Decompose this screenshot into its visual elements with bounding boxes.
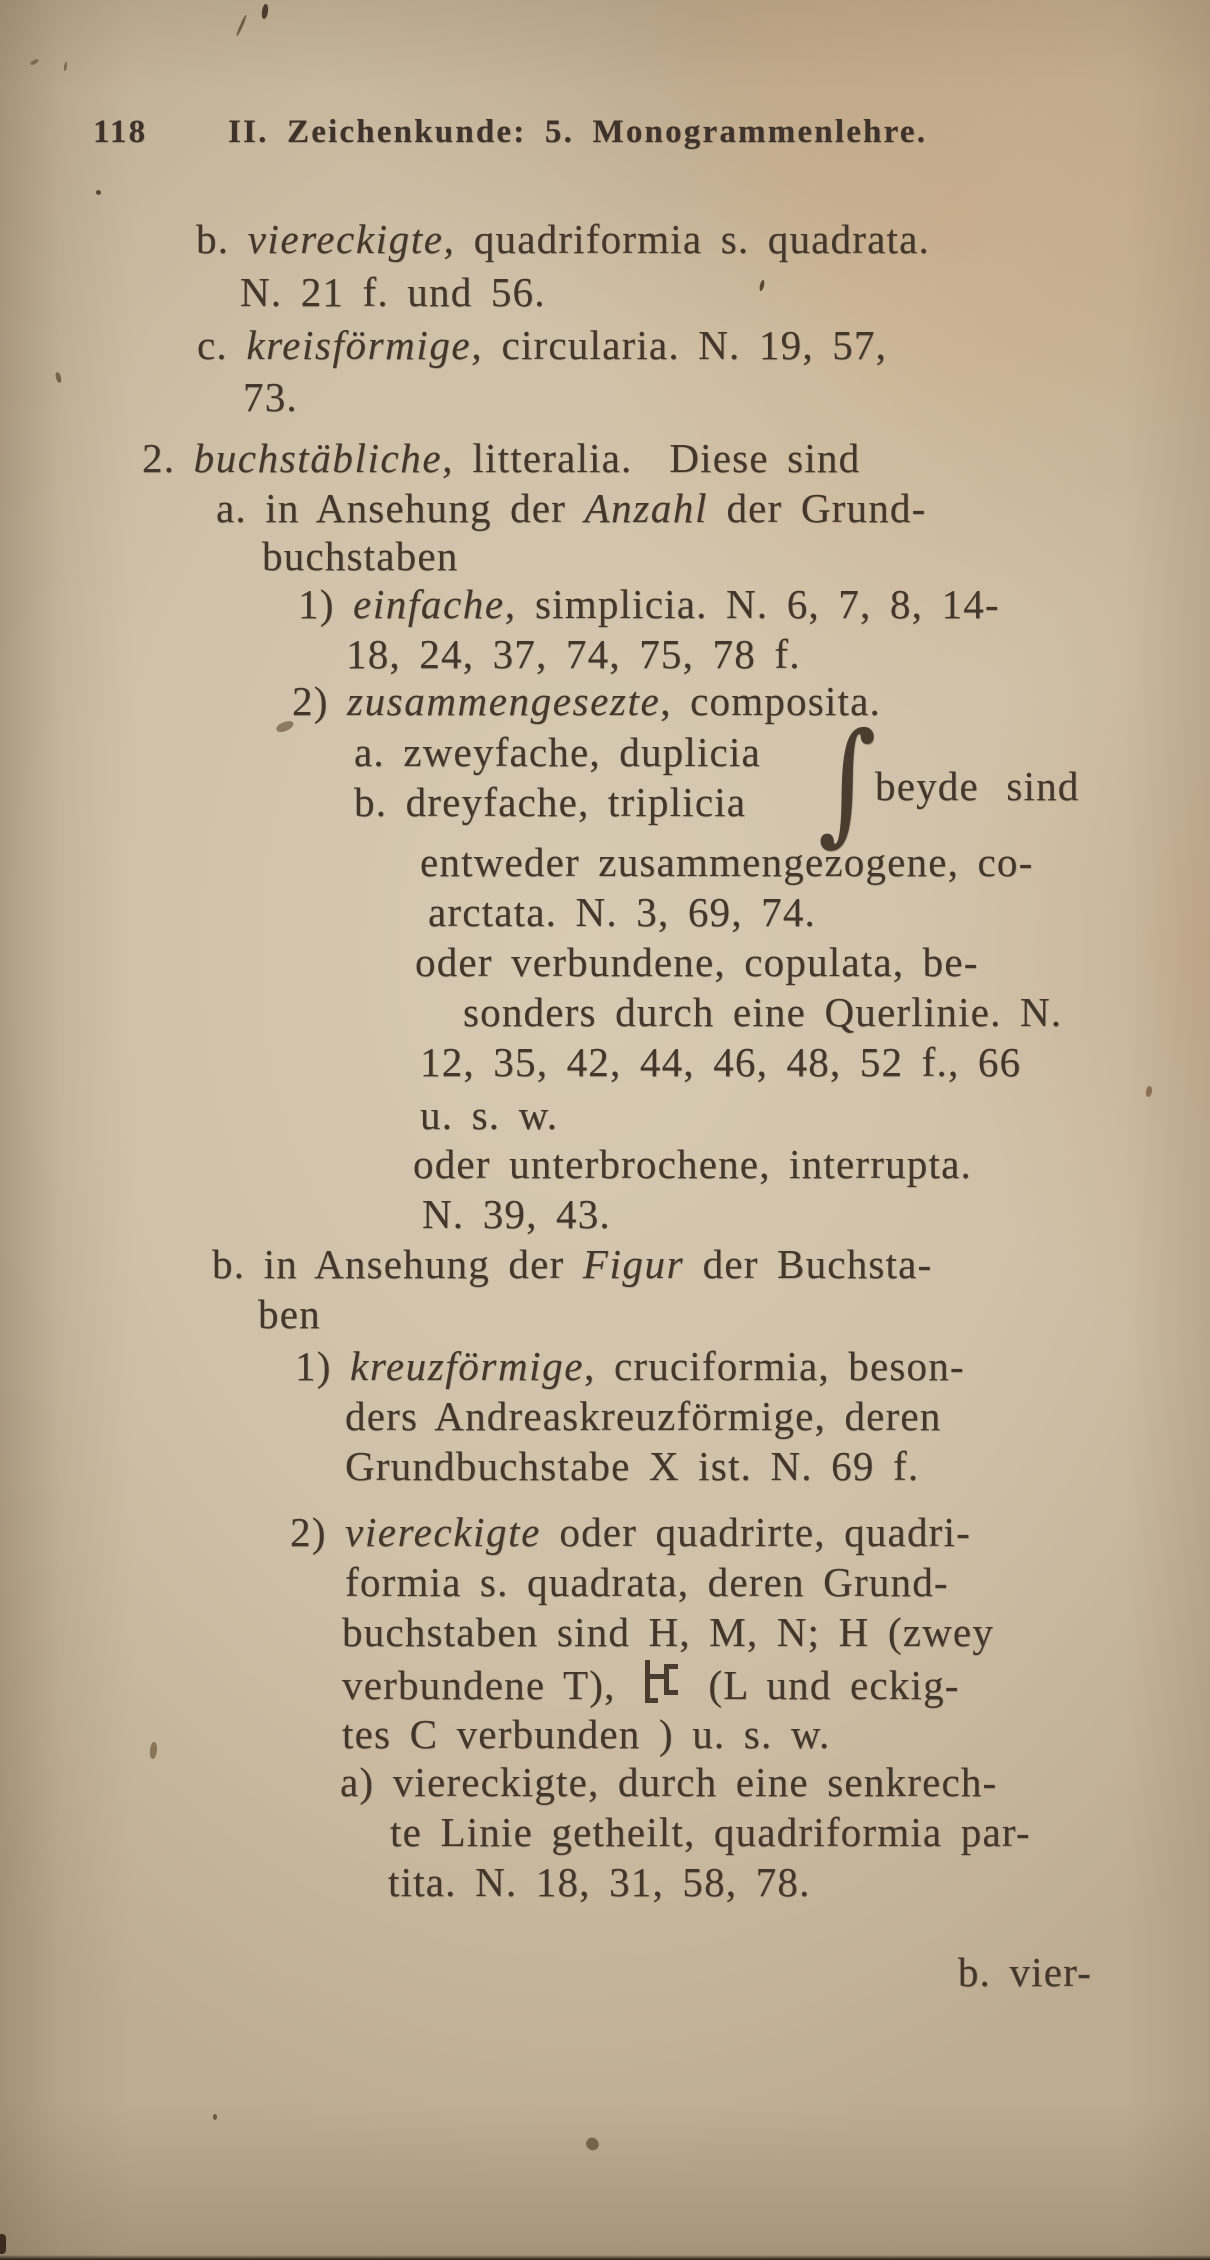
text-run: simplicia. N. 6, 7, 8, 14- xyxy=(516,581,1000,627)
two-line-brace: ∫ xyxy=(818,705,877,859)
text-run: litteralia. Diese sind xyxy=(453,435,861,481)
text-line xyxy=(290,1508,971,1556)
monogram-LC-icon xyxy=(642,1658,682,1706)
text-run: b. xyxy=(196,216,248,262)
paper-speck xyxy=(235,14,247,36)
paper-speck xyxy=(759,280,766,292)
text-line xyxy=(292,677,881,725)
page-number: 118 xyxy=(93,114,148,150)
text-run: a) viereckigte, durch eine senkrech- xyxy=(340,1759,998,1805)
text-line xyxy=(345,1442,919,1490)
text-line xyxy=(345,1392,942,1440)
text-line xyxy=(415,938,979,986)
catchword: b. vier- xyxy=(957,1949,1092,1995)
paper-speck xyxy=(584,2136,601,2153)
text-line xyxy=(346,630,801,678)
text-run: tita. N. 18, 31, 58, 78. xyxy=(388,1859,811,1905)
text-run: , composita. xyxy=(660,678,881,724)
text-run: 1) xyxy=(298,581,354,627)
text-run: b. in Ansehung der xyxy=(212,1241,583,1287)
text-line xyxy=(240,268,546,316)
scan-bottom-edge xyxy=(0,2255,1210,2260)
brace-side-note: beyde sind xyxy=(875,763,1080,809)
text-run-italic: kreisförmige, xyxy=(246,322,484,368)
text-run-italic: einfache, xyxy=(353,581,517,627)
text-run: 1) xyxy=(295,1343,351,1389)
text-line xyxy=(342,1608,994,1656)
text-run: entweder zusammengezogene, co- xyxy=(420,839,1034,885)
text-line xyxy=(390,1808,1031,1856)
text-run: (L und eckig- xyxy=(689,1662,960,1708)
text-line xyxy=(258,1290,321,1338)
text-run: quadriformia s. quadrata. xyxy=(455,216,930,262)
text-run: 2) xyxy=(292,678,348,724)
text-line xyxy=(388,1858,811,1906)
text-line xyxy=(197,321,887,369)
text-run: arctata. N. 3, 69, 74. xyxy=(428,889,816,935)
text-line xyxy=(413,1140,972,1188)
paper-speck xyxy=(63,62,68,71)
text-run: formia s. quadrata, deren Grund- xyxy=(345,1559,949,1605)
text-run: 2. xyxy=(142,435,194,481)
text-run: ders Andreaskreuzförmige, deren xyxy=(345,1393,942,1439)
text-run: oder quadrirte, quadri- xyxy=(540,1509,971,1555)
text-line xyxy=(196,215,930,263)
text-run: c. xyxy=(197,322,247,368)
text-line xyxy=(295,1342,965,1390)
text-run: te Linie getheilt, quadriformia par- xyxy=(390,1809,1031,1855)
paper-speck xyxy=(55,372,63,384)
text-run: ben xyxy=(258,1291,321,1337)
text-line xyxy=(342,1658,960,1709)
text-run: N. 21 f. und 56. xyxy=(240,269,546,315)
paper-speck xyxy=(213,2114,217,2120)
text-run: buchstaben sind H, M, N; H (zwey xyxy=(342,1609,995,1655)
scan-edge-mark xyxy=(0,2234,6,2254)
text-run: der Grund- xyxy=(708,485,927,531)
text-run: Grundbuchstabe X ist. N. 69 f. xyxy=(345,1443,920,1489)
paper-speck xyxy=(149,1742,158,1760)
text-line xyxy=(142,434,860,482)
text-line xyxy=(345,1558,949,1606)
text-line xyxy=(420,838,1033,886)
paper-speck xyxy=(1145,1085,1153,1097)
text-run: u. s. w. xyxy=(420,1092,559,1138)
text-run-italic: Figur xyxy=(582,1241,685,1287)
text-line xyxy=(212,1240,932,1288)
text-run: b. dreyfache, triplicia xyxy=(354,779,747,825)
paper-speck xyxy=(261,4,269,20)
text-run: a. zweyfache, duplicia xyxy=(354,729,761,775)
text-run: verbundene T), xyxy=(342,1662,634,1708)
text-run: buchstaben xyxy=(262,533,459,579)
running-head-title: II. Zeichenkunde: 5. Monogrammenlehre. xyxy=(228,114,928,150)
text-run: 2) xyxy=(290,1509,346,1555)
text-line xyxy=(422,1190,611,1238)
text-line xyxy=(216,484,926,532)
text-run: 12, 35, 42, 44, 46, 48, 52 f., 66 xyxy=(420,1039,1022,1085)
text-run-italic: viereckigte, xyxy=(247,216,456,262)
paper-speck xyxy=(275,719,295,735)
text-line xyxy=(354,728,761,776)
text-line xyxy=(262,532,458,580)
text-line xyxy=(342,1710,830,1758)
paper-speck xyxy=(96,190,101,195)
text-line xyxy=(354,778,746,826)
text-line xyxy=(298,580,1000,628)
text-line xyxy=(420,1038,1021,1086)
text-run-italic: viereckigte xyxy=(345,1509,541,1555)
text-line xyxy=(428,888,816,936)
text-line xyxy=(243,373,298,421)
text-run: circularia. N. 19, 57, xyxy=(483,322,888,368)
text-run-italic: Anzahl xyxy=(584,485,708,531)
text-run: oder verbundene, copulata, be- xyxy=(415,939,979,985)
text-run: a. in Ansehung der xyxy=(216,485,585,531)
text-line xyxy=(463,988,1062,1036)
text-run: tes C verbunden ) u. s. w. xyxy=(342,1711,831,1757)
text-run-italic: buchstäbliche, xyxy=(193,435,454,481)
text-run: N. 39, 43. xyxy=(422,1191,611,1237)
text-run: der Buchsta- xyxy=(684,1241,933,1287)
text-run-italic: kreuzförmige xyxy=(350,1343,585,1389)
text-line xyxy=(420,1091,558,1139)
text-line xyxy=(340,1758,997,1806)
text-run: , cruciformia, beson- xyxy=(584,1343,965,1389)
text-run-italic: zusammengesezte xyxy=(347,678,661,724)
text-run: sonders durch eine Querlinie. N. xyxy=(463,989,1063,1035)
paper-speck xyxy=(30,58,40,66)
text-run: oder unterbrochene, interrupta. xyxy=(413,1141,972,1187)
text-run: 73. xyxy=(243,374,298,420)
text-run: 18, 24, 37, 74, 75, 78 f. xyxy=(346,631,801,677)
